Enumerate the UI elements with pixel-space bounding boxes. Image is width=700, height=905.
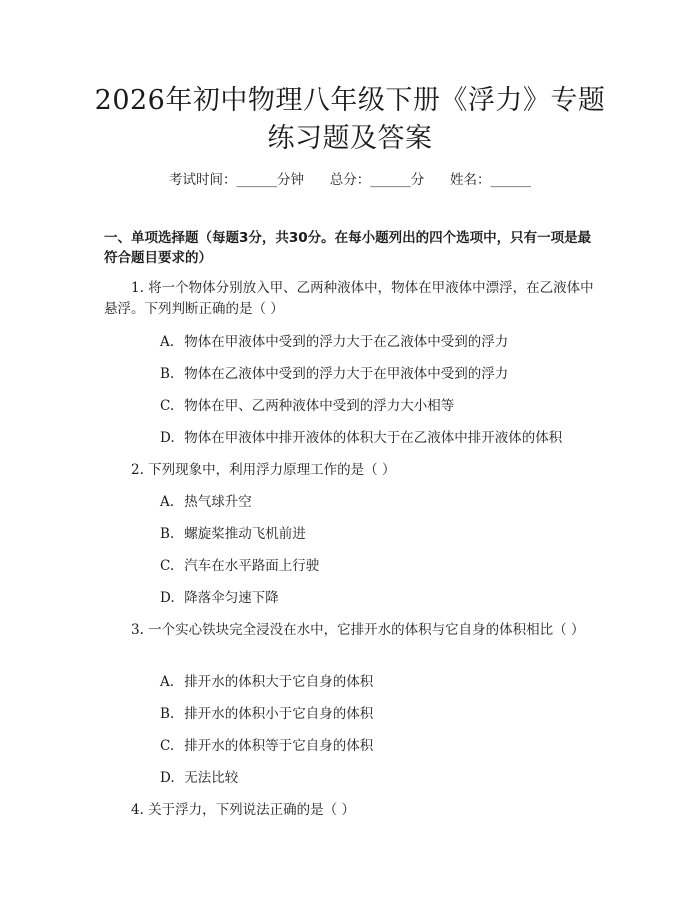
- option-text: 排开水的体积等于它自身的体积: [184, 738, 374, 754]
- question-2-option-c: [160, 556, 600, 576]
- option-text: 降落伞匀速下降: [184, 590, 279, 606]
- option-letter: B.: [160, 526, 175, 542]
- option-text: 物体在甲、乙两种液体中受到的浮力大小相等: [184, 398, 455, 414]
- option-text: 排开水的体积大于它自身的体积: [184, 674, 374, 690]
- question-2-option-b: [160, 524, 600, 544]
- question-4: 4. 关于浮力，下列说法正确的是（ ）: [131, 802, 355, 818]
- document-title: 2026年初中物理八年级下册《浮力》专题练习题及答案: [94, 85, 606, 154]
- question-3-option-a: [160, 672, 600, 692]
- option-letter: D.: [160, 430, 175, 446]
- question-1-option-d: [160, 428, 600, 448]
- question-1: 1. 将一个物体分别放入甲、乙两种液体中，物体在甲液体中漂浮，在乙液体中悬浮。下列判断正确的是（ ）: [104, 280, 594, 317]
- question-1-option-c: [160, 396, 600, 416]
- question-1-option-a: [160, 332, 600, 352]
- question-2: 2. 下列现象中，利用浮力原理工作的是（ ）: [131, 462, 396, 478]
- option-text: 排开水的体积小于它自身的体积: [184, 706, 374, 722]
- question-1-option-b: [160, 364, 600, 384]
- option-letter: A.: [160, 674, 175, 690]
- option-text: 汽车在水平路面上行驶: [184, 558, 320, 574]
- option-text: 物体在乙液体中受到的浮力大于在甲液体中受到的浮力: [184, 366, 509, 382]
- option-letter: B.: [160, 366, 175, 382]
- option-text: 热气球升空: [184, 494, 252, 510]
- option-letter: C.: [160, 398, 175, 414]
- option-letter: D.: [160, 590, 175, 606]
- option-text: 螺旋桨推动飞机前进: [184, 526, 306, 542]
- question-3: 3. 一个实心铁块完全浸没在水中，它排开水的体积与它自身的体积相比（ ）: [131, 622, 585, 638]
- option-letter: D.: [160, 770, 175, 786]
- question-3-option-b: [160, 704, 600, 724]
- exam-info-line: 考试时间：______分钟 总分：______分 姓名：______: [169, 172, 531, 188]
- section-heading: 一、单项选择题（每题3分，共30分。在每小题列出的四个选项中，只有一项是最符合题目要求的）: [104, 230, 592, 266]
- option-text: 无法比较: [184, 770, 239, 786]
- option-letter: C.: [160, 738, 175, 754]
- option-letter: A.: [160, 334, 175, 350]
- question-2-option-a: [160, 492, 600, 512]
- option-letter: C.: [160, 558, 175, 574]
- question-3-option-c: [160, 736, 600, 756]
- option-letter: A.: [160, 494, 175, 510]
- option-text: 物体在甲液体中受到的浮力大于在乙液体中受到的浮力: [184, 334, 509, 350]
- question-3-option-d: [160, 768, 600, 788]
- option-text: 物体在甲液体中排开液体的体积大于在乙液体中排开液体的体积: [184, 430, 563, 446]
- option-letter: B.: [160, 706, 175, 722]
- question-2-option-d: [160, 588, 600, 608]
